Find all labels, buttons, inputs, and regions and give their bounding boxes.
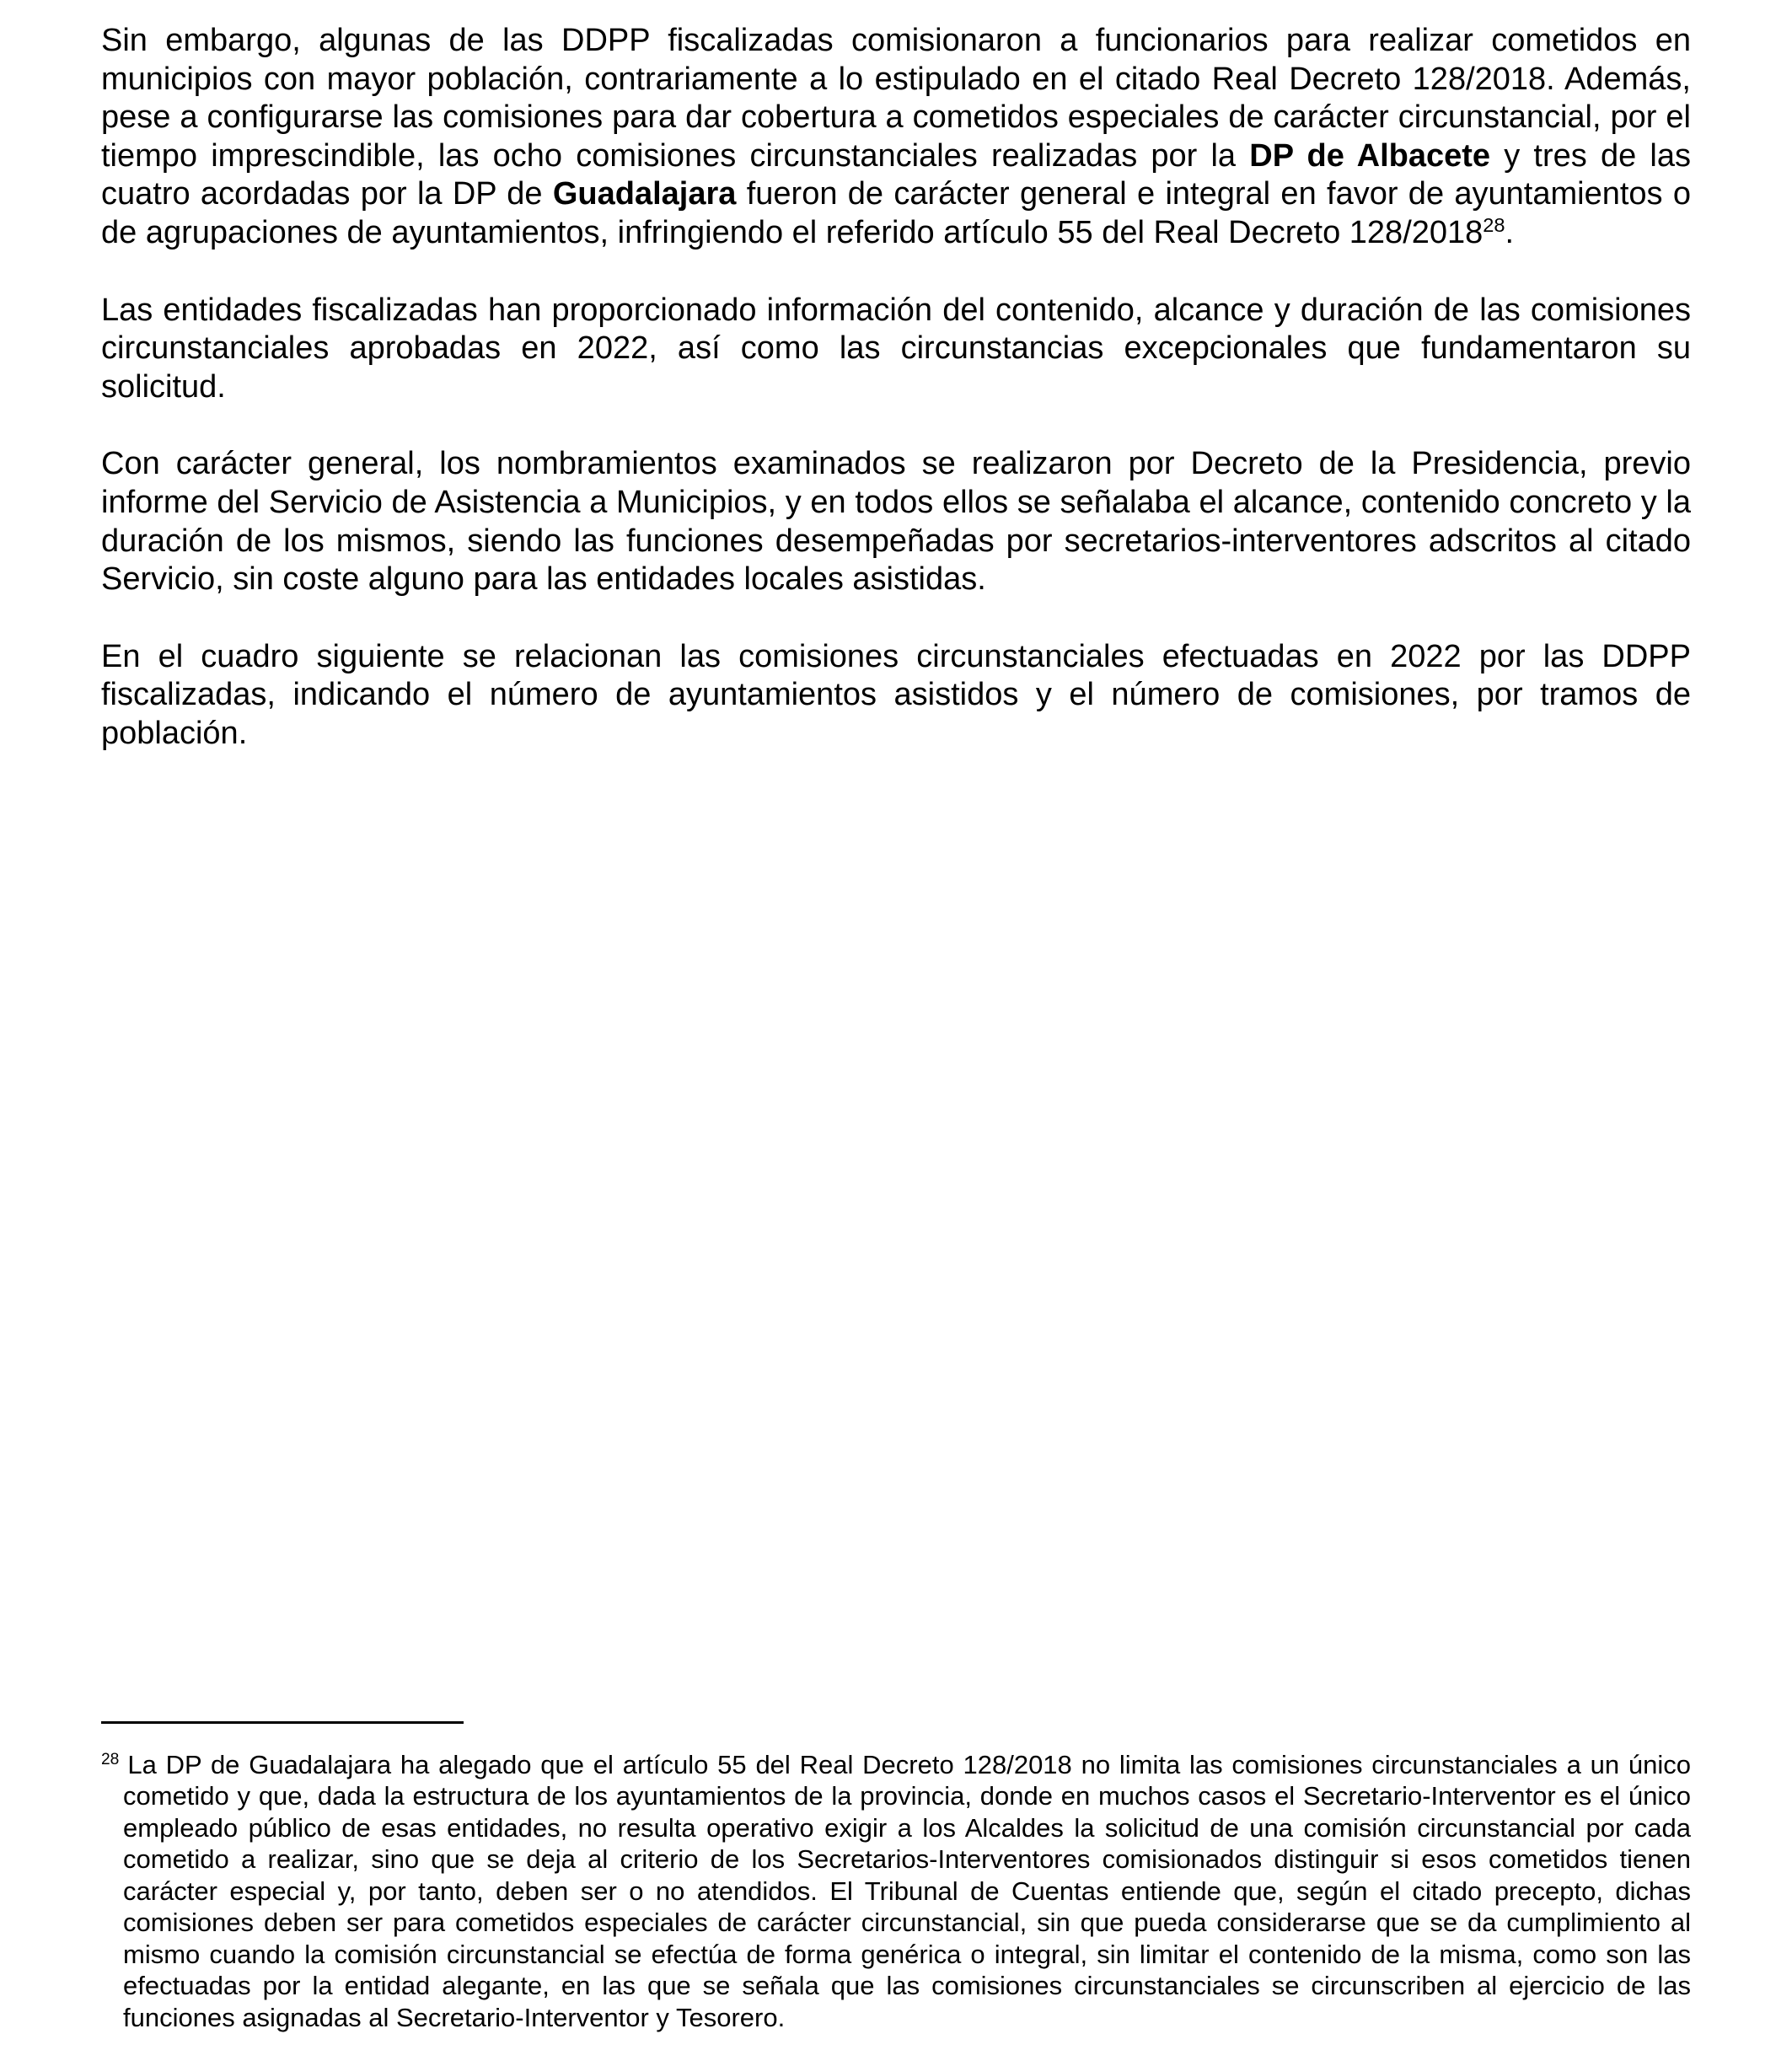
bold-dp-albacete: DP de Albacete: [1249, 137, 1491, 174]
paragraph-entidades-informacion: [101, 292, 1691, 407]
paragraph-2-text: Las entidades fiscalizadas han proporcionado información del contenido, alcance y duración de las comisiones circunstanciales aprobadas en 2022, así como las circunstancias excepcionales que fundamentaron su solicitud.: [101, 292, 1691, 405]
paragraph-comisiones-irregulares: [101, 22, 1691, 253]
paragraph-4-text: En el cuadro siguiente se relacionan las comisiones circunstanciales efectuadas en 2022 por las DDPP fiscalizadas, indicando el número de ayuntamientos asistidos y el número de comisiones, por tramos de población.: [101, 638, 1691, 751]
footnote-28: [101, 1749, 1691, 2034]
paragraph-1-text-4: .: [1505, 214, 1515, 250]
paragraph-nombramientos-decreto: [101, 445, 1691, 598]
paragraph-1-text-1: Sin embargo, algunas de las DDPP fiscalizadas comisionaron a funcionarios para realizar cometidos en municipios con mayor población, contrariamente a lo estipulado en el citado Real Decreto 128/2018. Además, pese a configurarse las comisiones para dar cobertura a cometidos especiales de carácter circunstancial, por el tiempo imprescindible, las ocho comisiones circunstanciales realizadas por la: [101, 23, 1691, 174]
footnote-28-marker: 28: [101, 1750, 120, 1768]
paragraph-3-text: Con carácter general, los nombramientos examinados se realizaron por Decreto de la Presidencia, previo informe del Servicio de Asistencia a Municipios, y en todos ellos se señalaba el alcance, contenido concreto y la duración de los mismos, siendo las funciones desempeñadas por secretarios-interventores adscritos al citado Servicio, sin coste alguno para las entidades locales asistidas.: [101, 446, 1691, 598]
paragraph-1-text-3: fueron de carácter general e integral en favor de ayuntamientos o de agrupaciones de ayuntamientos, infringiendo el referido artículo 55 del Real Decreto 128/2018: [101, 176, 1691, 250]
footnote-28-text: La DP de Guadalajara ha alegado que el artículo 55 del Real Decreto 128/2018 no limita las comisiones circunstanciales a un único cometido y que, dada la estructura de los ayuntamientos de la provincia, donde en muchos casos el Secretario-Interventor es el único empleado público de esas entidades, no resulta operativo exigir a los Alcaldes la solicitud de una comisión circunstancial por cada cometido a realizar, sino que se deja al criterio de los Secretarios-Interventores comisionados distinguir si esos cometidos tienen carácter especial y, por tanto, deben ser o no atendidos. El Tribunal de Cuentas entiende que, según el citado precepto, dichas comisiones deben ser para cometidos especiales de carácter circunstancial, sin que pueda considerarse que se da cumplimiento al mismo cuando la comisión circunstancial se efectúa de forma genérica o integral, sin limitar el contenido de la misma, como son las efectuadas por la entidad alegante, en las que se señala que las comisiones circunstanciales se circunscriben al ejercicio de las funciones asignadas al Secretario-Interventor y Tesorero.: [123, 1749, 1691, 2032]
footnote-reference-28: 28: [1483, 214, 1505, 237]
footnote-separator: [101, 1721, 464, 1724]
paragraph-cuadro-siguiente: [101, 638, 1691, 754]
document-body: [101, 22, 1691, 792]
bold-guadalajara: Guadalajara: [552, 176, 737, 212]
footnote-area: [101, 1721, 1691, 2034]
paragraph-1-text-2: y tres de las cuatro acordadas por la DP de: [101, 137, 1691, 212]
